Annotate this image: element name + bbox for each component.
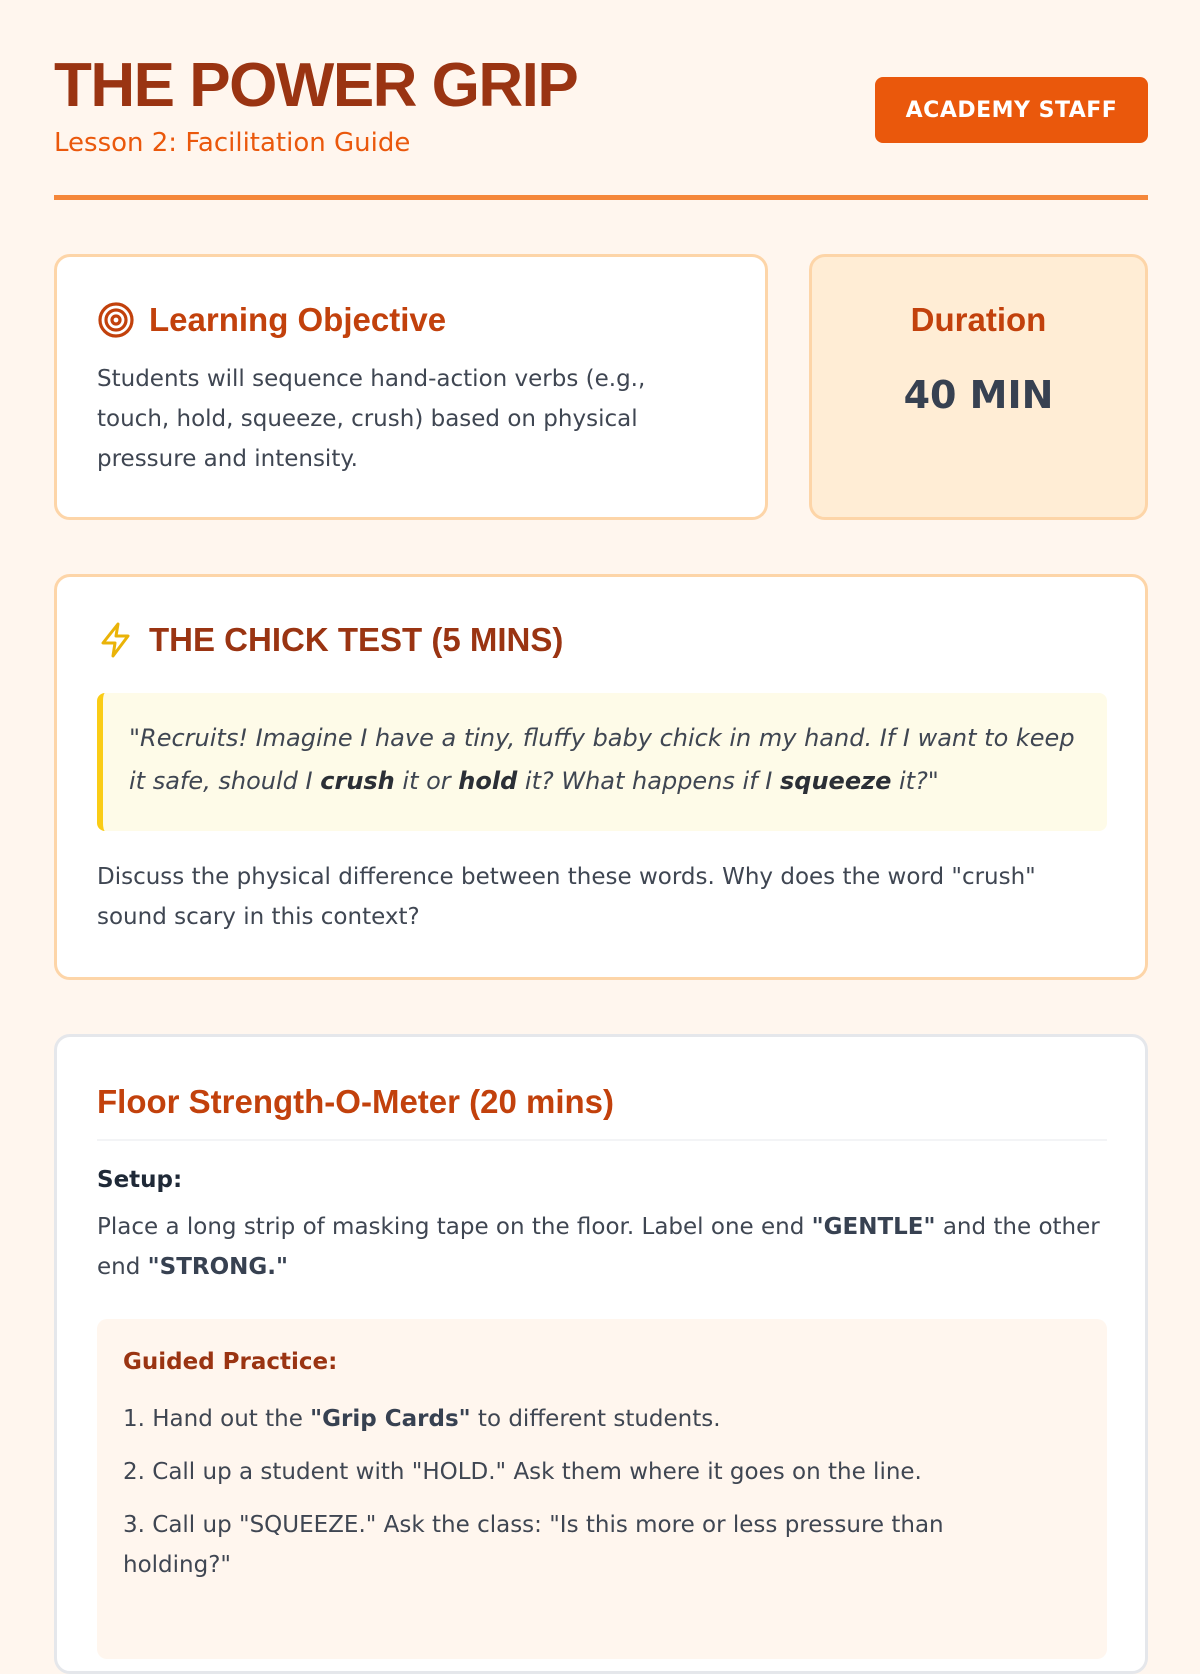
guided-practice-title: Guided Practice:	[123, 1349, 338, 1375]
lightning-icon	[97, 621, 135, 659]
duration-card	[809, 254, 1148, 520]
academy-staff-button[interactable]: ACADEMY STAFF	[875, 77, 1148, 143]
facilitation-guide-page	[54, 0, 1148, 1578]
discussion-text: Discuss the physical difference between these words. Why does the word "crush" sound scary in this context?	[97, 864, 1036, 930]
objective-heading-text: Learning Objective	[149, 301, 447, 338]
step-text: 1. Hand out the	[123, 1406, 311, 1432]
chick-test-card	[54, 574, 1148, 980]
page-subtitle: Lesson 2: Facilitation Guide	[54, 128, 411, 158]
guided-practice-box	[97, 1319, 1107, 1659]
page-title: THE POWER GRIP	[54, 51, 578, 120]
chick-test-heading-text: THE CHICK TEST (5 MINS)	[149, 621, 564, 658]
setup-text-part: Place a long strip of masking tape on the floor. Label one end	[97, 1214, 812, 1240]
quote-emphasis-squeeze: squeeze	[780, 767, 892, 795]
grip-cards-label: "Grip Cards"	[310, 1406, 471, 1432]
strength-meter-heading: Floor Strength-O-Meter (20 mins)	[97, 1083, 615, 1120]
list-item	[123, 1399, 1053, 1439]
step-text: to different students.	[470, 1406, 721, 1432]
quote-emphasis-hold: hold	[458, 767, 518, 795]
objective-heading	[97, 301, 446, 339]
quote-emphasis-crush: crush	[320, 767, 395, 795]
duration-value: 40 MIN	[903, 373, 1054, 417]
guided-practice-steps	[123, 1399, 1053, 1598]
setup-text	[97, 1207, 1107, 1287]
target-icon	[97, 301, 135, 339]
page-header	[54, 0, 1148, 200]
section-divider	[97, 1139, 1107, 1141]
list-item: 3. Call up "SQUEEZE." Ask the class: "Is this more or less pressure than holding?"	[123, 1512, 944, 1578]
setup-text-part: and the other end	[97, 1214, 1100, 1280]
objective-text: Students will sequence hand-action verbs (e.g., touch, hold, squeeze, crush) based on physical pressure and intensity.	[97, 366, 646, 472]
strength-meter-card	[54, 1034, 1148, 1674]
quote-text: it?"	[891, 767, 939, 795]
strong-label: "STRONG."	[147, 1254, 288, 1280]
quote-text: "Recruits! Imagine I have a tiny, fluffy baby chick in my hand. If I want to keep it safe, should I	[129, 724, 1075, 795]
gentle-label: "GENTLE"	[811, 1214, 936, 1240]
setup-label: Setup:	[97, 1167, 183, 1193]
quote-text: it or	[394, 767, 459, 795]
quote-text: it? What happens if I	[517, 767, 780, 795]
chick-test-heading	[97, 621, 563, 659]
learning-objective-card	[54, 254, 768, 520]
duration-label: Duration	[910, 301, 1047, 338]
list-item: 2. Call up a student with "HOLD." Ask them where it goes on the line.	[123, 1459, 922, 1485]
instructor-quote	[97, 693, 1107, 831]
